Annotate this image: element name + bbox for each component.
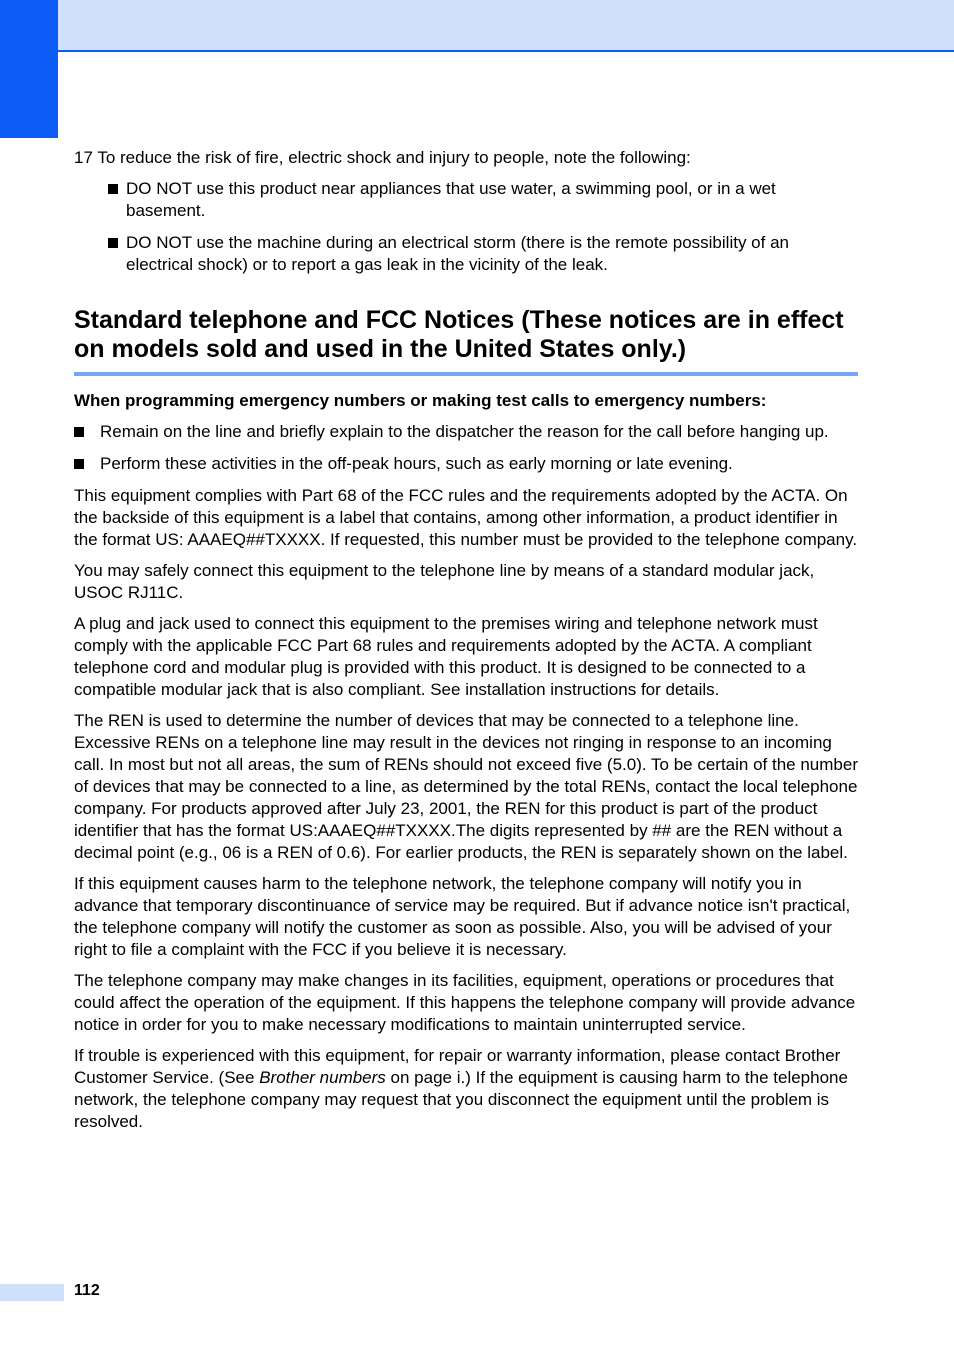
paragraph: A plug and jack used to connect this equipment to the premises wiring and telephone network must comply with the applicable FCC Part 68 rules and requirements adopted by the ACTA. A compliant telephone cord and modular plug is provided with this product. It is designed to be connected to a compatible modular jack that is also compliant. See installation instructions for details.: [74, 614, 818, 699]
step-bullets: [74, 178, 858, 276]
paragraph: The REN is used to determine the number of devices that may be connected to a telephone line. Excessive RENs on a telephone line may result in the devices not ringing in response to an incoming call. In most but not all areas, the sum of RENs should not exceed five (5.0). To be certain of the number of devices that may be connected to a line, as determined by the total RENs, contact the local telephone company. For products approved after July 23, 2001, the REN for this product is part of the product identifier that has the format US:AAAEQ##TXXXX.The digits represented by ## are the REN without a decimal point (e.g., 06 is a REN of 0.6). For earlier products, the REN is separately shown on the label.: [74, 711, 858, 862]
header-bar: [58, 0, 954, 52]
chapter-tab: [0, 0, 58, 138]
paragraph-last: If trouble is experienced with this equipment, for repair or warranty information, please contact Brother Customer Service. (See Brother numbers on page i.) If the equipment is causing harm to the telephone network, the telephone company may request that you disconnect the equipment until the problem is resolved.: [74, 1046, 848, 1131]
step-17: [74, 147, 858, 169]
paragraph: This equipment complies with Part 68 of the FCC rules and the requirements adopted by the ACTA. On the backside of this equipment is a label that contains, among other information, a product identifier in the format US: AAAEQ##TXXXX. If requested, this number must be provided to the telephone company.: [74, 486, 858, 549]
page-number: 112: [74, 1282, 100, 1299]
paragraph: The telephone company may make changes in its facilities, equipment, operations or procedures that could affect the operation of the equipment. If this happens the telephone company will provide advance notice in order for you to make necessary modifications to maintain uninterrupted service.: [74, 971, 856, 1034]
square-bullet-icon: [108, 184, 118, 194]
paragraph: If this equipment causes harm to the telephone network, the telephone company will notify you in advance that temporary discontinuance of service may be required. But if advance notice isn't practical, the telephone company will notify the customer as soon as possible. Also, you will be advised of your right to file a complaint with the FCC if you believe it is necessary.: [74, 874, 851, 959]
section-heading: Standard telephone and FCC Notices (These notices are in effect on models sold and used in the United States only.): [74, 306, 858, 376]
section-subheading: When programming emergency numbers or making test calls to emergency numbers:: [74, 391, 767, 410]
emergency-bullets: [74, 421, 858, 475]
square-bullet-icon: [74, 427, 84, 437]
step-text: To reduce the risk of fire, electric shock and injury to people, note the following:: [97, 148, 691, 167]
list-item: DO NOT use this product near appliances that use water, a swimming pool, or in a wet basement.: [74, 178, 858, 222]
square-bullet-icon: [74, 459, 84, 469]
brother-numbers-link[interactable]: Brother numbers: [259, 1068, 386, 1087]
square-bullet-icon: [108, 238, 118, 248]
paragraph: You may safely connect this equipment to the telephone line by means of a standard modular jack, USOC RJ11C.: [74, 561, 815, 602]
page-content: [74, 147, 858, 1142]
list-item: Remain on the line and briefly explain to the dispatcher the reason for the call before hanging up.: [74, 421, 858, 443]
list-item: DO NOT use the machine during an electrical storm (there is the remote possibility of an electrical shock) or to report a gas leak in the vicinity of the leak.: [74, 232, 858, 276]
step-number: 17: [74, 148, 93, 167]
footer-tab: [0, 1284, 64, 1301]
list-item: Perform these activities in the off-peak hours, such as early morning or late evening.: [74, 453, 858, 475]
